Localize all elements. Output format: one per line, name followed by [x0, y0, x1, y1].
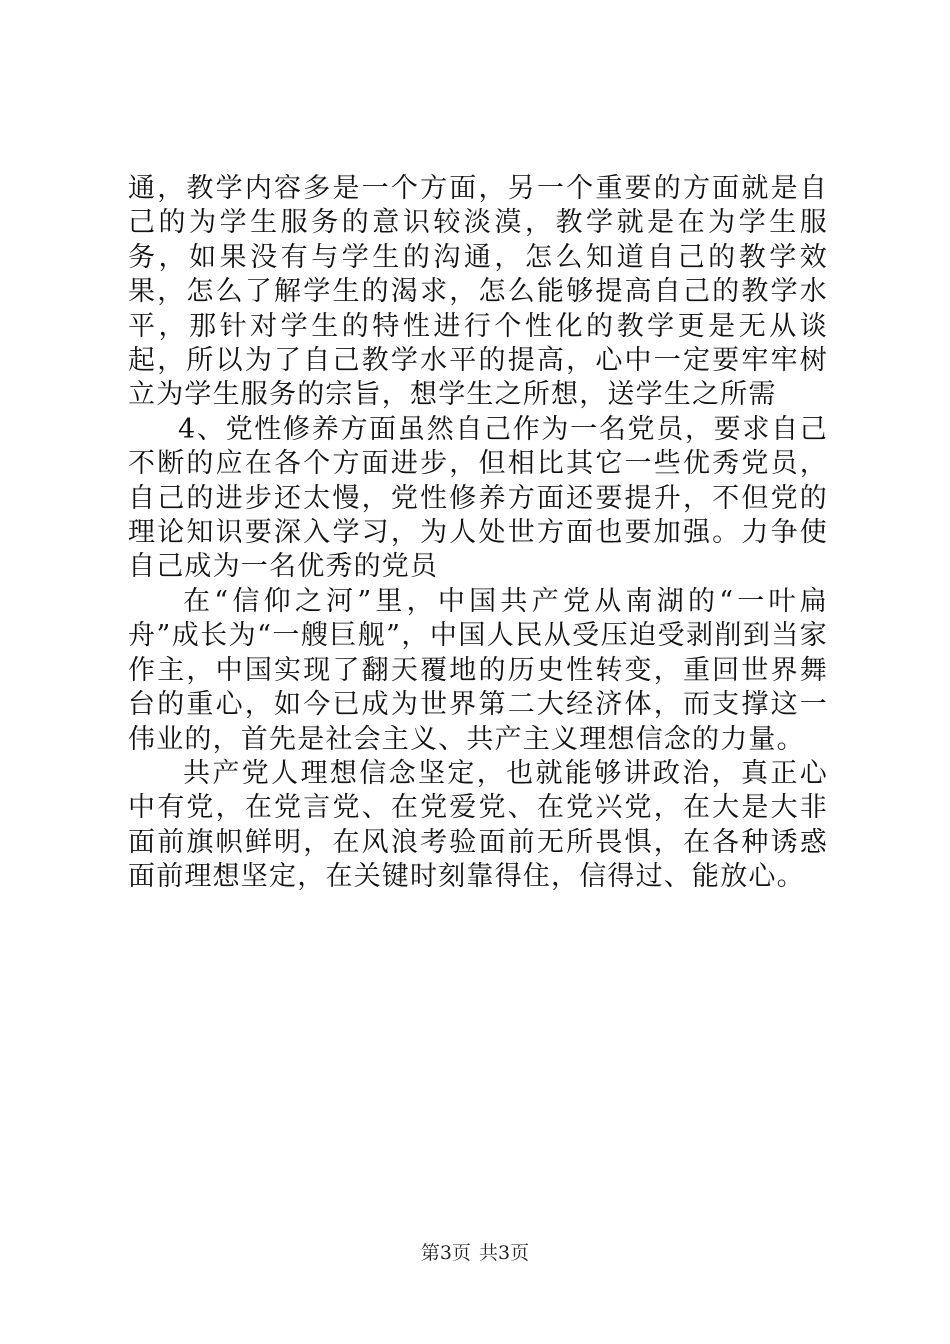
page-total: 共3页: [479, 1242, 530, 1264]
document-body: [128, 172, 828, 895]
paragraph-river-of-faith: 在“信仰之河”里，中国共产党从南湖的“一叶扁舟”成长为“一艘巨舰”，中国人民从受压迫受剥削到当家作主，中国实现了翻天覆地的历史性转变，重回世界舞台的重心，如今已成为世界第二大经济体，而支撑这一伟业的，首先是社会主义、共产主义理想信念的力量。: [128, 585, 828, 755]
paragraph-firm-ideals: 共产党人理想信念坚定，也就能够讲政治，真正心中有党，在党言党、在党爱党、在党兴党，在大是大非面前旗帜鲜明，在风浪考验面前无所畏惧，在各种诱惑面前理想坚定，在关键时刻靠得住，信得过、能放心。: [128, 757, 828, 893]
paragraph-party-cultivation: 4、党性修养方面虽然自己作为一名党员，要求自己不断的应在各个方面进步，但相比其它一些优秀党员，自己的进步还太慢，党性修养方面还要提升，不但党的理论知识要深入学习，为人处世方面也要加强。力争使自己成为一名优秀的党员: [128, 413, 828, 583]
paragraph-continuation: 通，教学内容多是一个方面，另一个重要的方面就是自己的为学生服务的意识较淡漠，教学就是在为学生服务，如果没有与学生的沟通，怎么知道自己的教学效果，怎么了解学生的渴求，怎么能够提高自己的教学水平，那针对学生的特性进行个性化的教学更是无从谈起，所以为了自己教学水平的提高，心中一定要牢牢树立为学生服务的宗旨，想学生之所想，送学生之所需: [128, 173, 828, 411]
page-number: 第3页: [420, 1242, 471, 1264]
page-footer: [0, 1241, 950, 1265]
